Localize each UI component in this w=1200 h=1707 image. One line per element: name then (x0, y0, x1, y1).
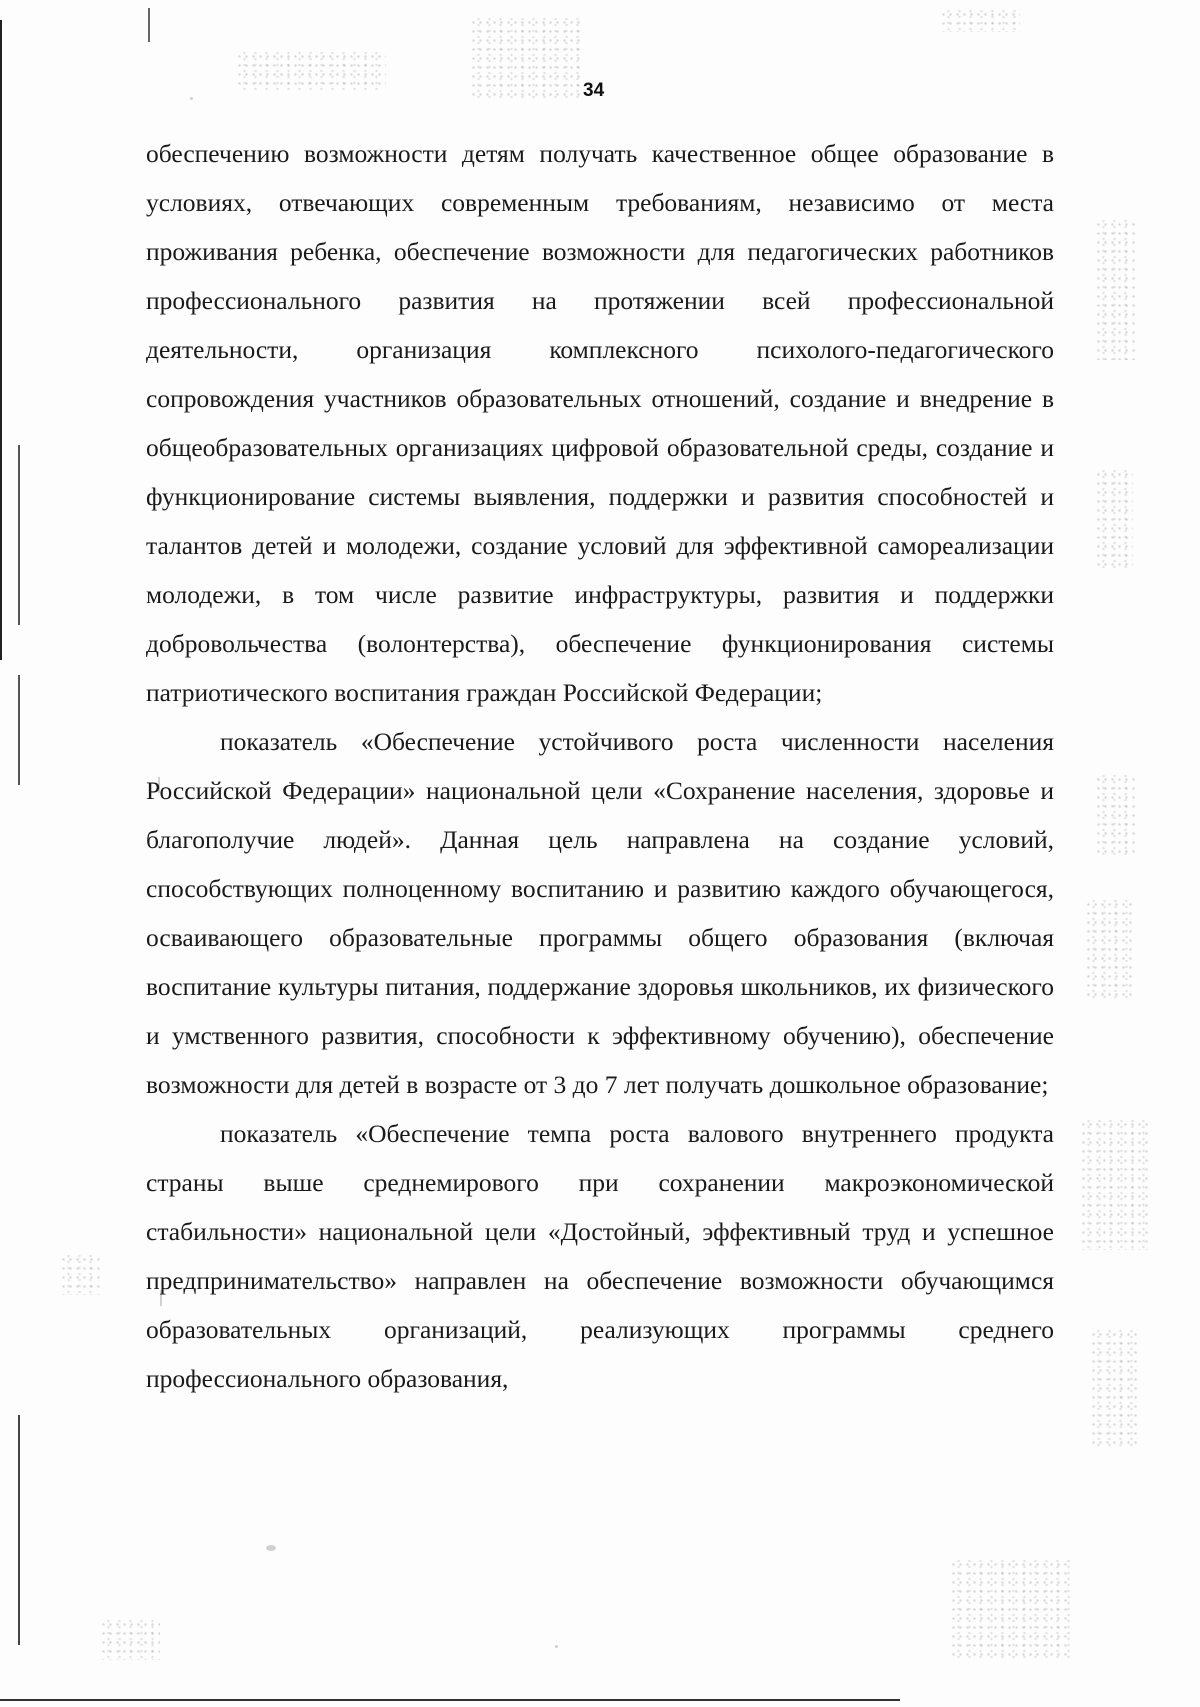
scan-noise-right (1095, 220, 1135, 360)
body-paragraph: показатель «Обеспечение темпа роста валового внутреннего продукта страны выше среднемирового при сохранении макроэкономической стабильности» национальной цели «Достойный, эффективный труд и успешное предпринимательство» направлен на обеспечение возможности обучающимся образовательных организаций, реализующих программы среднего профессионального образования, (146, 1119, 1054, 1393)
scan-speckle (266, 1545, 276, 1551)
page-number: 34 (583, 80, 605, 101)
scan-left-margin-mark (18, 675, 20, 785)
scan-noise-right (1080, 1120, 1150, 1250)
scan-top-mark (148, 8, 150, 42)
scan-speckle (190, 97, 193, 100)
scan-noise-left (100, 1620, 160, 1660)
body-paragraph: обеспечению возможности детям получать качественное общее образование в условиях, отвечающих современным требованиям, независимо от места проживания ребенка, обеспечение возможности для педагогических работников профессионального развития на протяжении всей профессиональной деятельности, организация комплексного психолого-педагогического сопровождения участников образовательных отношений, создание и внедрение в общеобразовательных организациях цифровой образовательной среды, создание и функционирование системы выявления, поддержки и развития способностей и талантов детей и молодежи, создание условий для эффективной самореализации молодежи, в том числе развитие инфраструктуры, развития и поддержки добровольчества (волонтерства), обеспечение функционирования системы патриотического воспитания граждан Российской Федерации; (146, 139, 1054, 707)
scan-noise-top (236, 52, 386, 90)
scan-left-edge-line (0, 20, 2, 660)
scan-noise-right (1095, 775, 1135, 855)
scan-noise-top (470, 18, 580, 100)
scan-noise-right (1095, 470, 1133, 570)
scan-noise-right (1085, 900, 1135, 1000)
scan-noise-right (1090, 1330, 1140, 1450)
scan-speckle (555, 1645, 558, 1648)
scan-noise-bottom (950, 1560, 1070, 1660)
scan-bottom-edge-line (0, 1699, 900, 1701)
scan-left-margin-mark (18, 445, 20, 625)
body-paragraph: показатель «Обеспечение устойчивого роста численности населения Российской Федерации» национальной цели «Сохранение населения, здоровье и благополучие людей». Данная цель направлена на создание условий, способствующих полноценному воспитанию и развитию каждого обучающегося, осваивающего образовательные программы общего образования (включая воспитание культуры питания, поддержание здоровья школьников, их физического и умственного развития, способности к эффективному обучению), обеспечение возможности для детей в возрасте от 3 до 7 лет получать дошкольное образование; (146, 727, 1054, 1099)
scan-noise-top (940, 10, 1020, 32)
scan-left-margin-mark (18, 1415, 20, 1645)
scan-noise-left (60, 1255, 100, 1295)
document-body (146, 129, 1054, 1403)
